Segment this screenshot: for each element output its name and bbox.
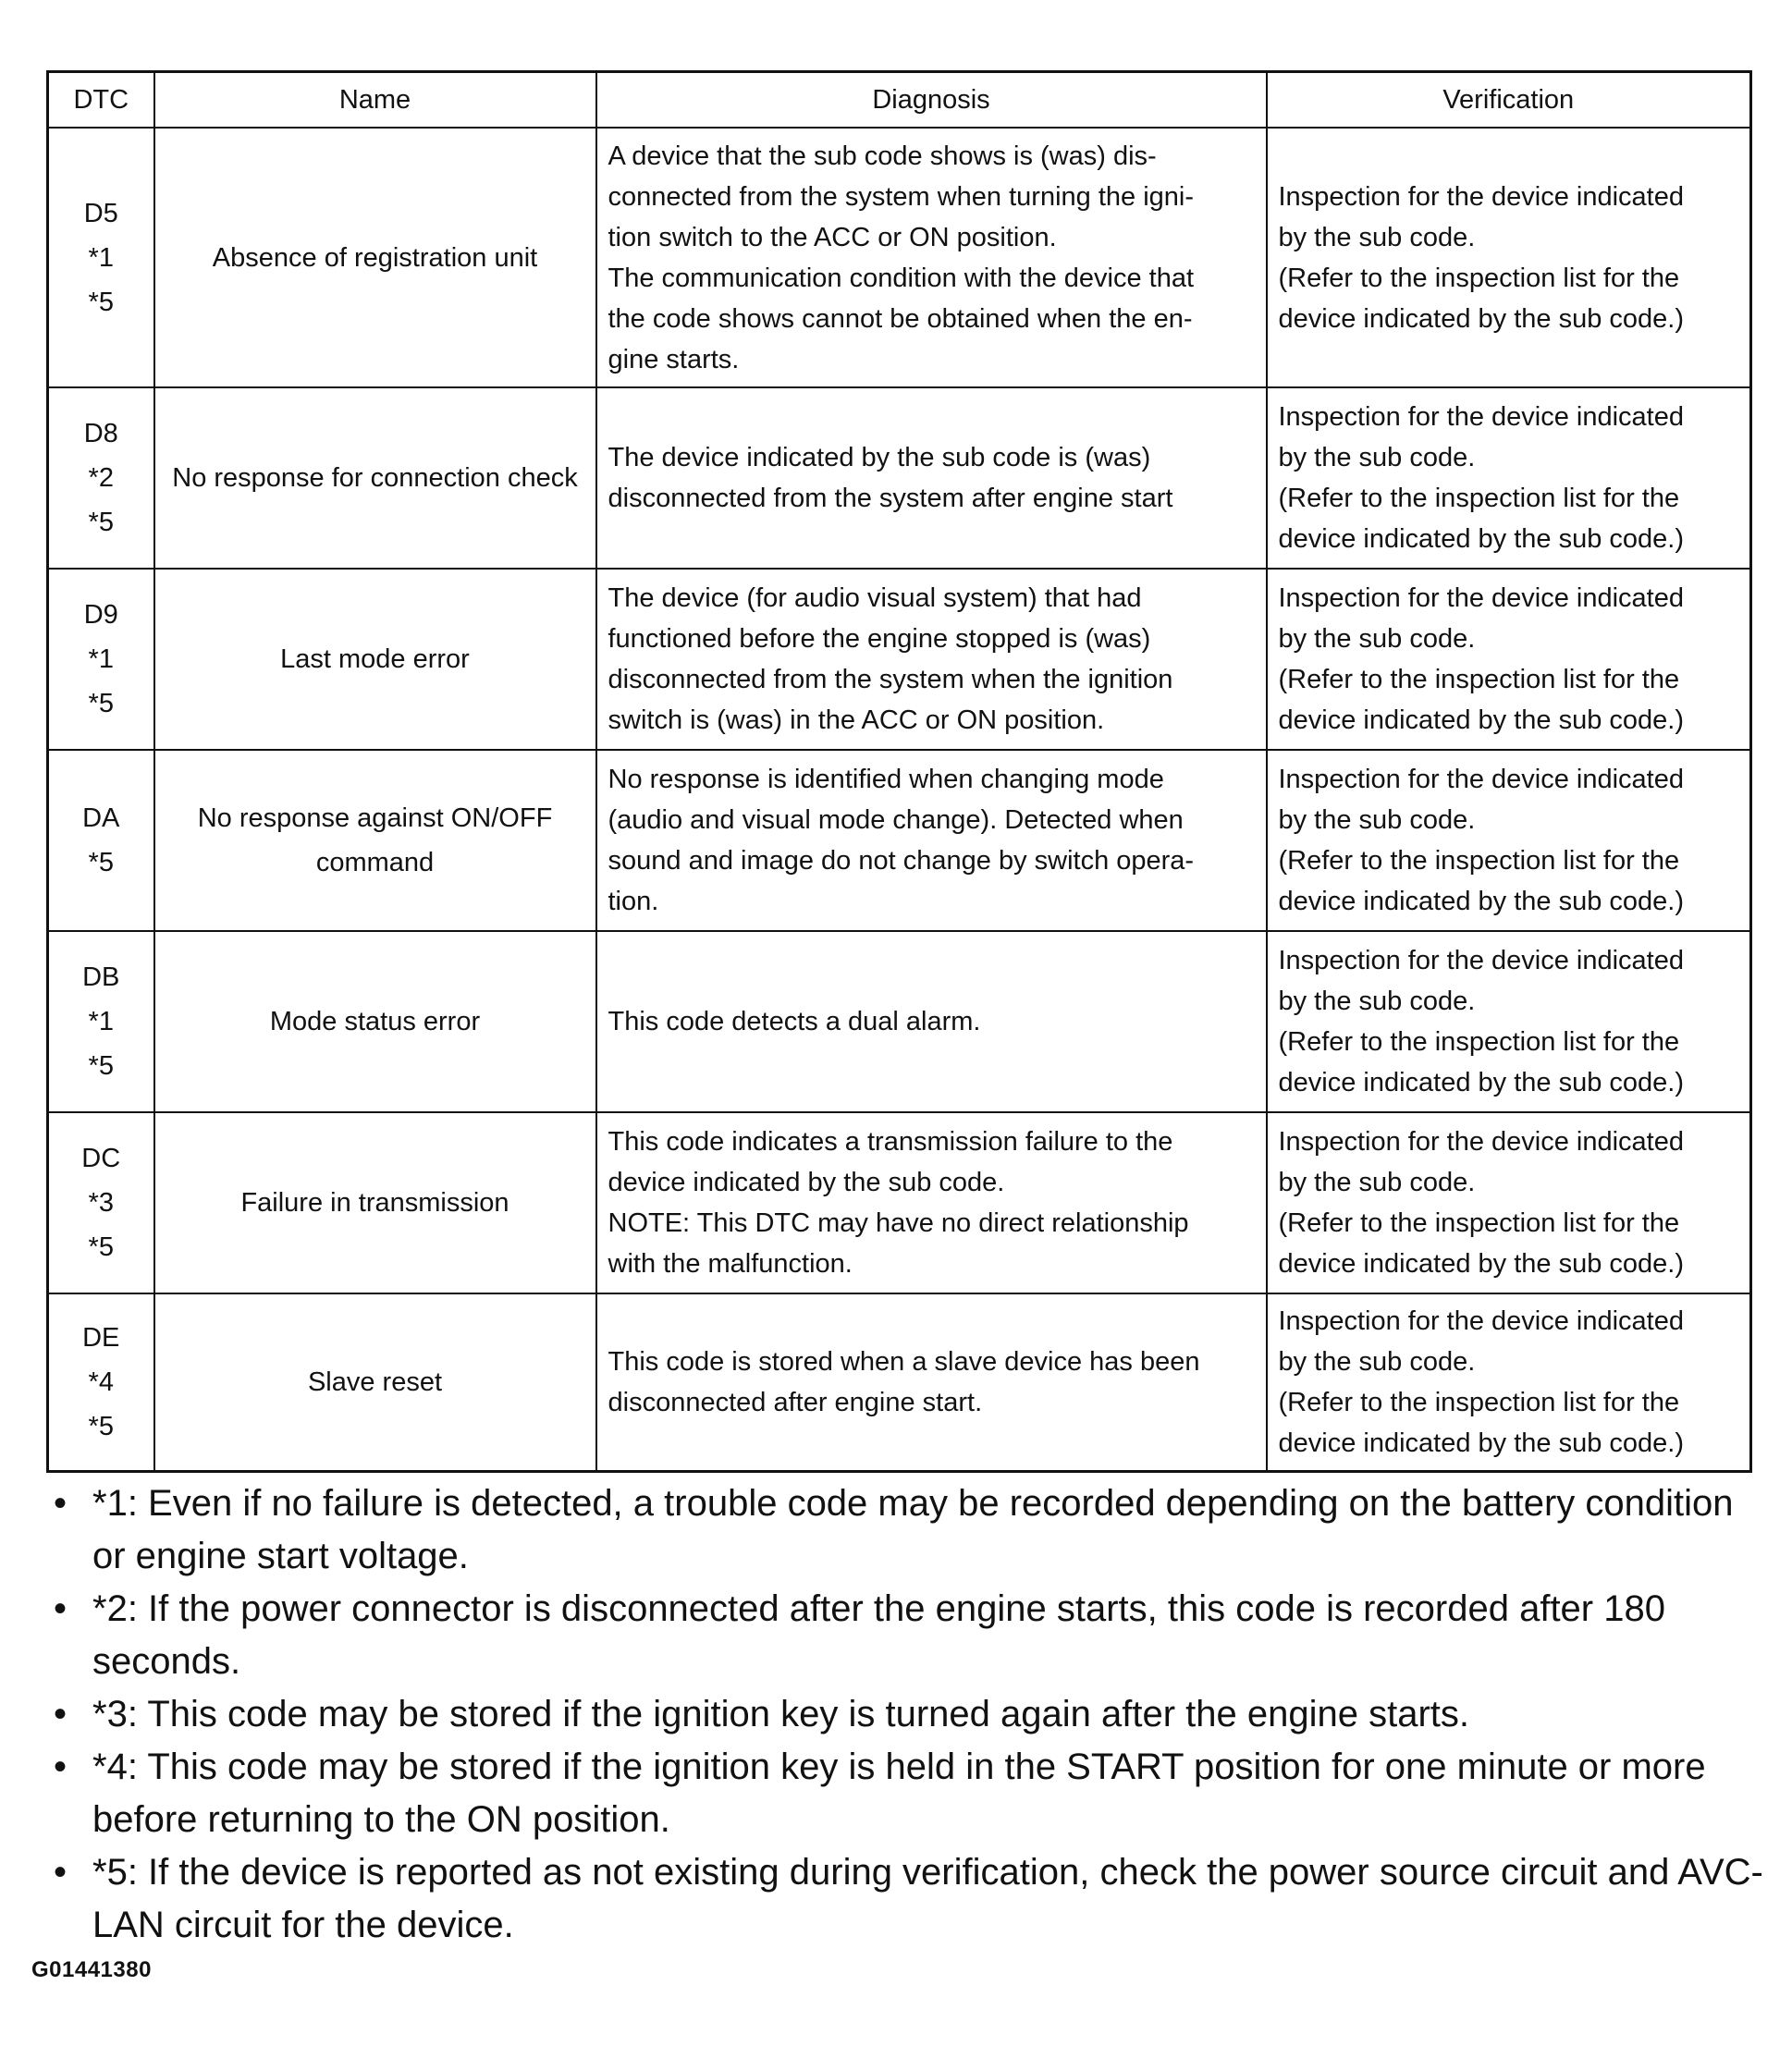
verification-line: Inspection for the device indicated (1278, 402, 1684, 432)
dtc-verification-cell (1267, 931, 1751, 1112)
dtc-code-line: DE (82, 1323, 120, 1353)
dtc-table (46, 70, 1752, 1473)
verification-line: Inspection for the device indicated (1278, 1127, 1684, 1157)
footnote-item (46, 1741, 1766, 1846)
verification-line: device indicated by the sub code.) (1278, 1068, 1684, 1097)
diagnosis-line: This code is stored when a slave device has been (608, 1347, 1200, 1377)
verification-line: (Refer to the inspection list for the (1278, 1027, 1680, 1057)
dtc-code-line: *5 (88, 1412, 114, 1441)
header-dtc: DTC (48, 72, 154, 129)
diagnosis-line: disconnected from the system after engine start (608, 484, 1173, 513)
bullet-icon: • (54, 1588, 68, 1629)
verification-line: (Refer to the inspection list for the (1278, 263, 1680, 293)
verification-line: Inspection for the device indicated (1278, 583, 1684, 613)
verification-line: by the sub code. (1278, 805, 1476, 835)
verification-line: by the sub code. (1278, 987, 1476, 1016)
diagnosis-line: functioned before the engine stopped is (was) (608, 624, 1151, 654)
dtc-diagnosis-cell (596, 1293, 1267, 1472)
verification-line: (Refer to the inspection list for the (1278, 484, 1680, 513)
footnote-text: *4: This code may be stored if the ignition key is held in the START position for one minute or more before returning to the ON position. (92, 1746, 1706, 1840)
dtc-name-cell: Failure in transmission (154, 1112, 596, 1293)
dtc-code-line: *2 (88, 463, 114, 493)
dtc-verification-cell (1267, 1112, 1751, 1293)
diagnosis-line: No response is identified when changing mode (608, 765, 1164, 794)
dtc-code-line: DA (82, 803, 120, 833)
dtc-code-cell (48, 1293, 154, 1472)
dtc-code-line: *1 (88, 644, 114, 674)
dtc-verification-cell (1267, 128, 1751, 387)
dtc-verification-cell (1267, 569, 1751, 750)
verification-line: Inspection for the device indicated (1278, 1306, 1684, 1336)
dtc-verification-cell (1267, 1293, 1751, 1472)
table-row (48, 1112, 1751, 1293)
dtc-verification-cell (1267, 750, 1751, 931)
dtc-code-line: *5 (88, 689, 114, 718)
footnote-text: *2: If the power connector is disconnected after the engine starts, this code is recorded after 180 seconds. (92, 1588, 1665, 1682)
verification-line: Inspection for the device indicated (1278, 181, 1684, 212)
dtc-code-cell (48, 128, 154, 387)
dtc-code-line: *1 (88, 242, 114, 273)
verification-line: (Refer to the inspection list for the (1278, 1208, 1680, 1238)
header-name: Name (154, 72, 596, 129)
footnote-item (46, 1846, 1766, 1952)
verification-line: (Refer to the inspection list for the (1278, 665, 1680, 694)
verification-line: Inspection for the device indicated (1278, 765, 1684, 794)
diagnosis-line: The device indicated by the sub code is (was) (608, 443, 1151, 472)
diagnosis-line: tion switch to the ACC or ON position. (608, 222, 1057, 252)
diagnosis-line: The device (for audio visual system) that had (608, 583, 1142, 613)
verification-line: by the sub code. (1278, 1347, 1476, 1377)
dtc-code-line: *3 (88, 1188, 114, 1218)
dtc-code-cell (48, 387, 154, 569)
dtc-code-line: D9 (83, 600, 118, 630)
table-header-row (48, 72, 1751, 129)
table-row (48, 750, 1751, 931)
dtc-diagnosis-cell (596, 1112, 1267, 1293)
dtc-code-cell (48, 569, 154, 750)
footnote-item (46, 1583, 1766, 1688)
dtc-diagnosis-cell (596, 387, 1267, 569)
bullet-icon: • (54, 1483, 68, 1524)
verification-line: by the sub code. (1278, 624, 1476, 654)
header-diagnosis: Diagnosis (596, 72, 1267, 129)
dtc-diagnosis-cell (596, 128, 1267, 387)
diagnosis-line: This code detects a dual alarm. (608, 1007, 981, 1036)
footnote-item (46, 1477, 1766, 1583)
dtc-name-cell: Slave reset (154, 1293, 596, 1472)
diagnosis-line: switch is (was) in the ACC or ON position. (608, 705, 1105, 735)
dtc-code-line: *5 (88, 848, 114, 877)
diagnosis-line: sound and image do not change by switch opera- (608, 846, 1195, 876)
diagnosis-line: with the malfunction. (608, 1249, 853, 1279)
verification-line: device indicated by the sub code.) (1278, 705, 1684, 735)
dtc-code-line: DB (82, 962, 120, 992)
verification-line: device indicated by the sub code.) (1278, 1249, 1684, 1279)
diagnosis-line: tion. (608, 887, 659, 916)
diagnosis-line: device indicated by the sub code. (608, 1168, 1005, 1197)
diagnosis-line: disconnected from the system when the ignition (608, 665, 1173, 694)
dtc-code-cell (48, 1112, 154, 1293)
verification-line: device indicated by the sub code.) (1278, 524, 1684, 554)
footnotes-list (46, 1477, 1766, 1952)
verification-line: by the sub code. (1278, 1168, 1476, 1197)
table-row (48, 569, 1751, 750)
footnote-text: *5: If the device is reported as not existing during verification, check the power source circuit and AVC-LAN circuit for the device. (92, 1852, 1763, 1945)
verification-line: Inspection for the device indicated (1278, 946, 1684, 975)
dtc-code-cell (48, 931, 154, 1112)
dtc-code-line: DC (81, 1144, 121, 1173)
dtc-code-line: *5 (88, 1232, 114, 1262)
diagnosis-line: disconnected after engine start. (608, 1388, 983, 1417)
dtc-code-line: *4 (88, 1367, 114, 1397)
dtc-diagnosis-cell (596, 931, 1267, 1112)
dtc-code-line: *1 (88, 1007, 114, 1036)
table-row (48, 1293, 1751, 1472)
dtc-code-line: *5 (88, 1051, 114, 1081)
bullet-icon: • (54, 1694, 68, 1734)
dtc-name-cell: Absence of registration unit (154, 128, 596, 387)
diagnosis-line: gine starts. (608, 344, 740, 374)
diagnosis-line: the code shows cannot be obtained when the en- (608, 303, 1193, 334)
verification-line: (Refer to the inspection list for the (1278, 1388, 1680, 1417)
diagnosis-line: This code indicates a transmission failure to the (608, 1127, 1173, 1157)
table-row (48, 128, 1751, 387)
bullet-icon: • (54, 1852, 68, 1893)
diagnosis-line: The communication condition with the device that (608, 263, 1195, 293)
dtc-name-cell: No response for connection check (154, 387, 596, 569)
dtc-verification-cell (1267, 387, 1751, 569)
diagnosis-line: (audio and visual mode change). Detected when (608, 805, 1184, 835)
header-verification: Verification (1267, 72, 1751, 129)
dtc-name-cell: Last mode error (154, 569, 596, 750)
diagnosis-line: A device that the sub code shows is (was) dis- (608, 141, 1157, 171)
diagnosis-line: connected from the system when turning the igni- (608, 181, 1194, 212)
verification-line: device indicated by the sub code.) (1278, 887, 1684, 916)
footnote-text: *3: This code may be stored if the ignition key is turned again after the engine starts. (92, 1694, 1470, 1734)
dtc-code-line: D5 (83, 198, 118, 228)
dtc-name-cell: No response against ON/OFF command (154, 750, 596, 931)
diagnosis-line: NOTE: This DTC may have no direct relationship (608, 1208, 1189, 1238)
footnote-text: *1: Even if no failure is detected, a trouble code may be recorded depending on the battery condition or engine start voltage. (92, 1483, 1734, 1576)
verification-line: by the sub code. (1278, 222, 1476, 252)
verification-line: device indicated by the sub code.) (1278, 303, 1684, 334)
dtc-diagnosis-cell (596, 569, 1267, 750)
verification-line: by the sub code. (1278, 443, 1476, 472)
dtc-code-line: *5 (88, 508, 114, 537)
figure-code: G01441380 (31, 1957, 152, 1982)
table-row (48, 387, 1751, 569)
bullet-icon: • (54, 1746, 68, 1787)
verification-line: device indicated by the sub code.) (1278, 1428, 1684, 1458)
dtc-code-line: *5 (88, 287, 114, 317)
verification-line: (Refer to the inspection list for the (1278, 846, 1680, 876)
table-row (48, 931, 1751, 1112)
footnote-item (46, 1688, 1766, 1741)
dtc-code-line: D8 (83, 419, 118, 448)
dtc-diagnosis-cell (596, 750, 1267, 931)
dtc-name-cell: Mode status error (154, 931, 596, 1112)
dtc-code-cell (48, 750, 154, 931)
